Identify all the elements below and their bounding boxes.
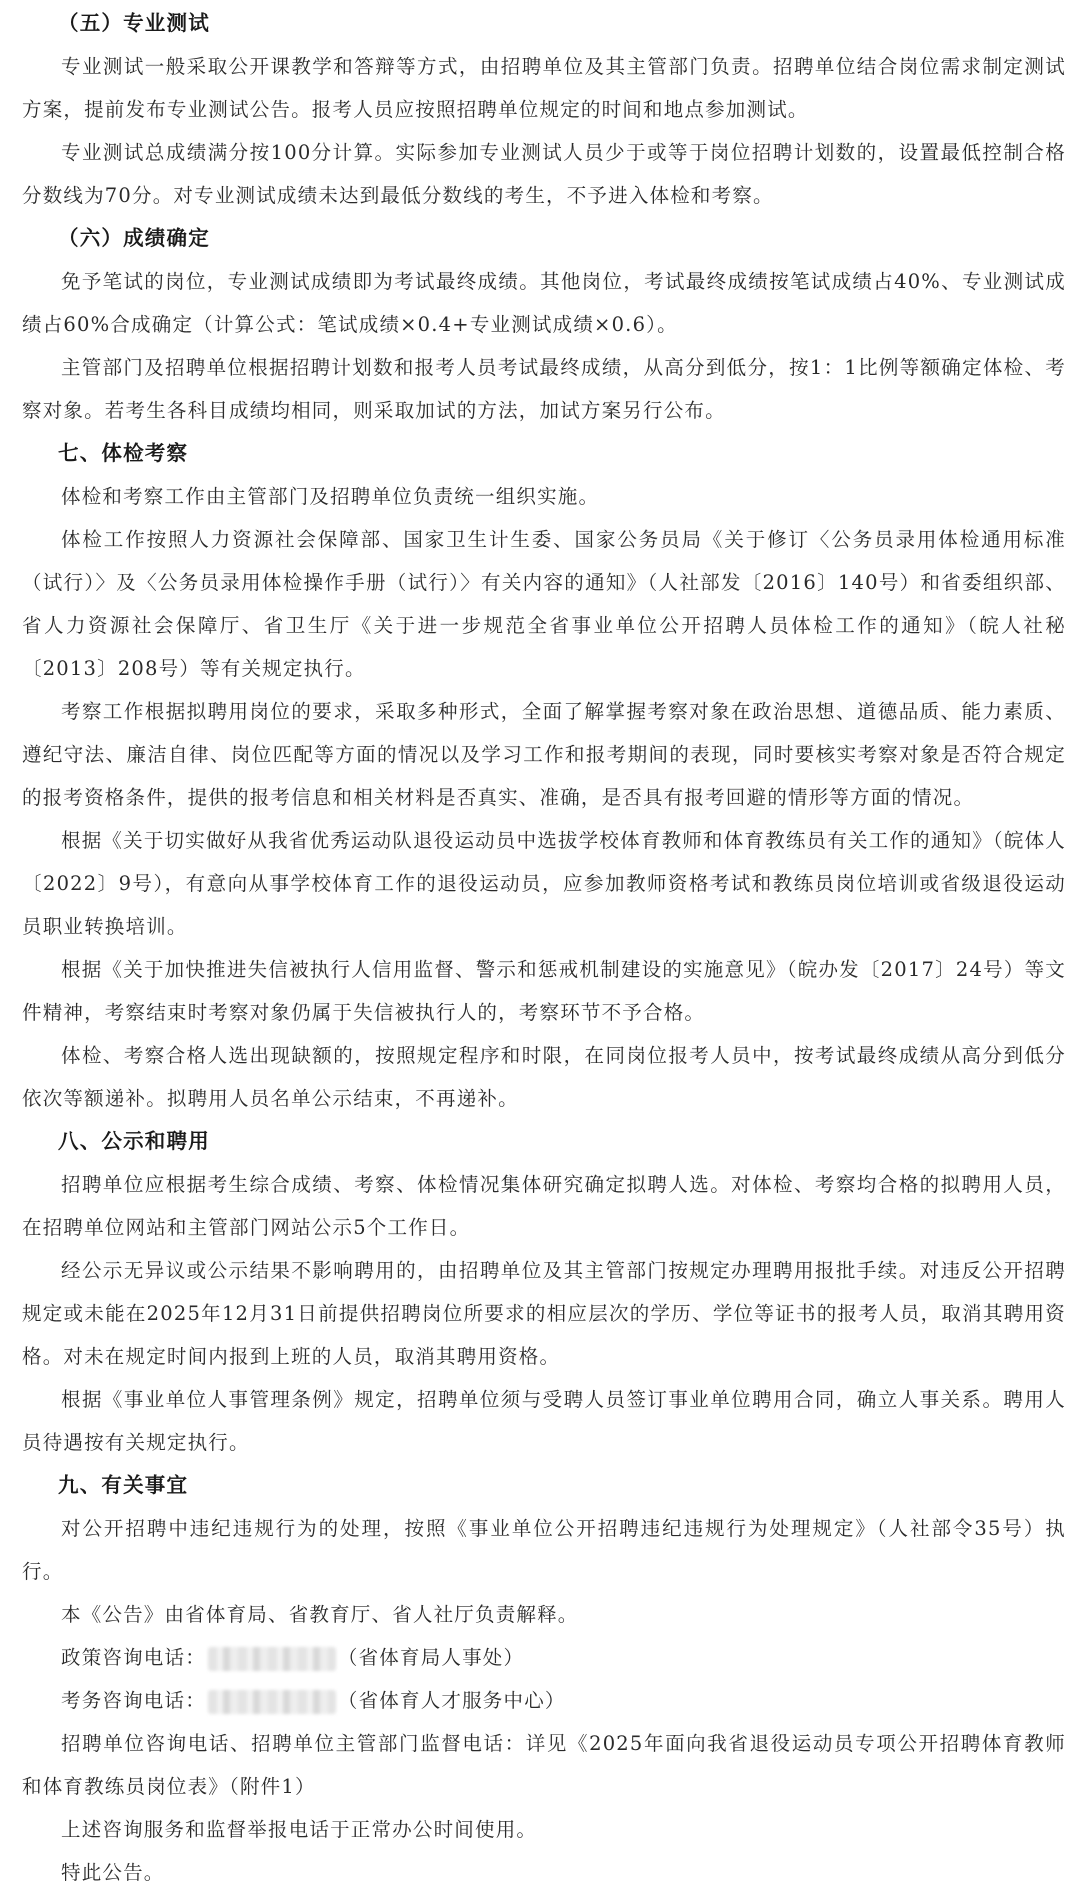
paragraph: 主管部门及招聘单位根据招聘计划数和报考人员考试最终成绩，从高分到低分，按1：1比例等额确定体检、考察对象。若考生各科目成绩均相同，则采取加试的方法，加试方案另行公布。 bbox=[22, 356, 1066, 422]
heading-physical-exam-inspection: 七、体检考察 bbox=[58, 441, 189, 465]
closing-text: 特此公告。 bbox=[61, 1861, 165, 1884]
paragraph: 本《公告》由省体育局、省教育厅、省人社厅负责解释。 bbox=[61, 1603, 579, 1626]
exam-phone-label: 考务咨询电话： bbox=[61, 1689, 206, 1712]
redacted-phone-number bbox=[208, 1647, 336, 1671]
paragraph: 招聘单位咨询电话、招聘单位主管部门监督电话：详见《2025年面向我省退役运动员专项公开招聘体育教师和体育教练员岗位表》（附件1） bbox=[22, 1732, 1066, 1798]
heading-publicity-hiring: 八、公示和聘用 bbox=[58, 1129, 210, 1153]
policy-phone-line bbox=[22, 1636, 1066, 1679]
policy-phone-dept: （省体育局人事处） bbox=[337, 1646, 525, 1669]
paragraph: 经公示无异议或公示结果不影响聘用的，由招聘单位及其主管部门按规定办理聘用报批手续。对违反公开招聘规定或未能在2025年12月31日前提供招聘岗位所要求的相应层次的学历、学位等证书的报考人员，取消其聘用资格。对未在规定时间内报到上班的人员，取消其聘用资格。 bbox=[22, 1259, 1066, 1368]
paragraph: 上述咨询服务和监督举报电话于正常办公时间使用。 bbox=[61, 1818, 538, 1841]
paragraph: 对公开招聘中违纪违规行为的处理，按照《事业单位公开招聘违纪违规行为处理规定》（人社部令35号）执行。 bbox=[22, 1517, 1066, 1583]
paragraph: 体检工作按照人力资源社会保障部、国家卫生计生委、国家公务员局《关于修订〈公务员录用体检通用标准（试行）〉及〈公务员录用体检操作手册（试行）〉有关内容的通知》（人社部发〔2016〕140号）和省委组织部、省人力资源社会保障厅、省卫生厅《关于进一步规范全省事业单位公开招聘人员体检工作的通知》（皖人社秘〔2013〕208号）等有关规定执行。 bbox=[22, 528, 1066, 680]
policy-phone-label: 政策咨询电话： bbox=[61, 1646, 206, 1669]
paragraph: 专业测试总成绩满分按100分计算。实际参加专业测试人员少于或等于岗位招聘计划数的，设置最低控制合格分数线为70分。对专业测试成绩未达到最低分数线的考生，不予进入体检和考察。 bbox=[22, 141, 1066, 207]
paragraph: 招聘单位应根据考生综合成绩、考察、体检情况集体研究确定拟聘人选。对体检、考察均合格的拟聘用人员，在招聘单位网站和主管部门网站公示5个工作日。 bbox=[22, 1173, 1066, 1239]
paragraph: 体检、考察合格人选出现缺额的，按照规定程序和时限，在同岗位报考人员中，按考试最终成绩从高分到低分依次等额递补。拟聘用人员名单公示结束，不再递补。 bbox=[22, 1044, 1066, 1110]
paragraph: 考察工作根据拟聘用岗位的要求，采取多种形式，全面了解掌握考察对象在政治思想、道德品质、能力素质、遵纪守法、廉洁自律、岗位匹配等方面的情况以及学习工作和报考期间的表现，同时要核实考察对象是否符合规定的报考资格条件，提供的报考信息和相关材料是否真实、准确，是否具有报考回避的情形等方面的情况。 bbox=[22, 700, 1066, 809]
heading-professional-test: （五）专业测试 bbox=[58, 11, 210, 35]
heading-score-determination: （六）成绩确定 bbox=[58, 226, 210, 250]
redacted-phone-number bbox=[208, 1690, 336, 1714]
paragraph: 根据《事业单位人事管理条例》规定，招聘单位须与受聘人员签订事业单位聘用合同，确立人事关系。聘用人员待遇按有关规定执行。 bbox=[22, 1388, 1066, 1454]
exam-phone-dept: （省体育人才服务中心） bbox=[337, 1689, 566, 1712]
exam-phone-line bbox=[22, 1679, 1066, 1722]
heading-related-matters: 九、有关事宜 bbox=[58, 1473, 189, 1497]
paragraph: 体检和考察工作由主管部门及招聘单位负责统一组织实施。 bbox=[61, 485, 600, 508]
paragraph: 专业测试一般采取公开课教学和答辩等方式，由招聘单位及其主管部门负责。招聘单位结合岗位需求制定测试方案，提前发布专业测试公告。报考人员应按照招聘单位规定的时间和地点参加测试。 bbox=[22, 55, 1066, 121]
paragraph: 根据《关于加快推进失信被执行人信用监督、警示和惩戒机制建设的实施意见》（皖办发〔2017〕24号）等文件精神，考察结束时考察对象仍属于失信被执行人的，考察环节不予合格。 bbox=[22, 958, 1066, 1024]
paragraph: 免予笔试的岗位，专业测试成绩即为考试最终成绩。其他岗位，考试最终成绩按笔试成绩占40%、专业测试成绩占60%合成确定（计算公式：笔试成绩×0.4+专业测试成绩×0.6）。 bbox=[22, 270, 1066, 336]
paragraph: 根据《关于切实做好从我省优秀运动队退役运动员中选拔学校体育教师和体育教练员有关工作的通知》（皖体人〔2022〕9号），有意向从事学校体育工作的退役运动员，应参加教师资格考试和教练员岗位培训或省级退役运动员职业转换培训。 bbox=[22, 829, 1066, 938]
